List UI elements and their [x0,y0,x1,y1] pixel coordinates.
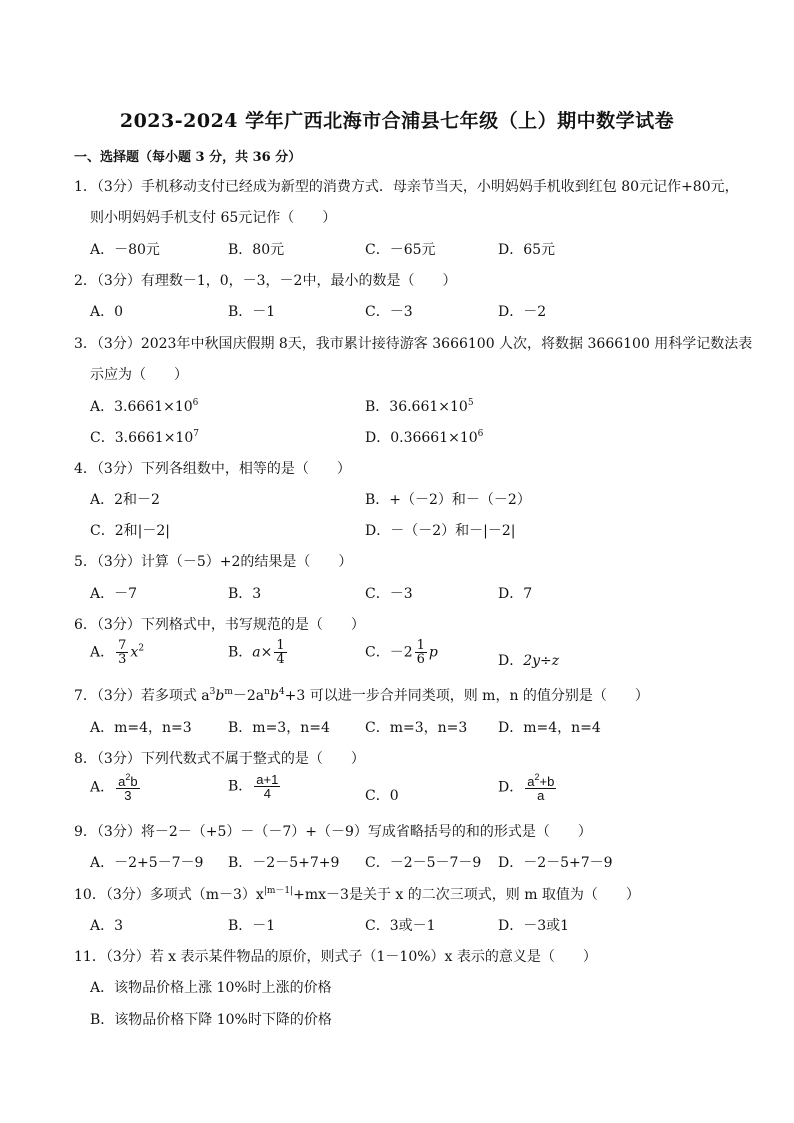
q9-option-b: B．－2－5+7+9 [228,855,340,871]
page-title: 2023-2024 学年广西北海市合浦县七年级（上）期中数学试卷 [119,110,675,132]
q1-option-d: D．65元 [498,242,556,258]
question-5-text: 5．（3分）计算（－5）+2的结果是（ ） [74,554,353,570]
q5-option-c: C．－3 [365,586,413,602]
q10-option-b: B．－1 [228,918,276,934]
question-8-text: 8．（3分）下列代数式不属于整式的是（ ） [74,751,365,767]
q3-option-c: C．$3.6661\times 10^7$ [90,429,199,446]
q4-option-d: D．－（－2）和－|－2| [365,523,516,539]
q7-option-a: A．m=4，n=3 [90,720,192,736]
q2-option-c: C．－3 [365,304,413,320]
q6-option-a: A． $\frac{7}{3}$ $x^2$ [90,638,145,667]
q1-option-b: B．80元 [228,242,285,258]
section-heading: 一、选择题（每小题 3 分，共 36 分） [74,150,302,165]
q9-option-d: D．－2－5+7－9 [498,855,613,871]
question-2-text: 2．（3分）有理数－1，0，－3，－2中，最小的数是（ ） [74,273,457,289]
q8-option-d: D． $\frac{a^2+b}{a}$ [498,772,555,803]
q8-option-b: B． $\frac{a+1}{4}$ [228,772,279,801]
question-10-text: 10．（3分）多项式$(m-3)x^{|m-1|}+mx-3$是关于 x 的二次三项式，则 m 取值为（ ） [74,886,640,903]
q4-option-c: C．2和|－2| [90,523,170,539]
q6-option-d: D．2y÷z [498,653,560,669]
q10-option-d: D．－3或1 [498,918,570,934]
q11-option-b: B．该物品价格下降 10%时下降的价格 [90,1012,332,1028]
q10-option-c: C．3或－1 [365,918,436,934]
question-7-text: 7．（3分）若多项式 $a^3b^m-2a^nb^4+3$ 可以进一步合并同类项，则 m，n 的值分别是（ ） [74,687,649,704]
q1-option-a: A．－80元 [90,242,160,258]
question-1-text-cont: 则小明妈妈手机支付 65元记作（ ） [90,210,337,226]
q5-option-a: A．－7 [90,586,138,602]
question-3-text: 3．（3分）2023年中秋国庆假期 8天，我市累计接待游客 3666100 人次，将数据 3666100 用科学记数法表 [74,336,753,352]
question-9-text: 9．（3分）将－2－（+5）－（－7）+（－9）写成省略括号的和的形式是（ ） [74,824,592,840]
q5-option-b: B．3 [228,586,262,602]
q6-option-b: B．a× $\frac{1}{4}$ [228,638,285,667]
q7-option-d: D．m=4，n=4 [498,720,601,736]
q4-option-a: A．2和－2 [90,492,160,508]
q1-option-c: C．－65元 [365,242,436,258]
q3-option-b: B．$36.661\times 10^5$ [365,398,474,415]
q6-option-c: C．－2 $\frac{1}{6}$ p [365,638,438,667]
question-1-text: 1．（3分）手机移动支付已经成为新型的消费方式．母亲节当天，小明妈妈手机收到红包 80元记作+80元， [74,179,739,195]
q5-option-d: D．7 [498,586,533,602]
q2-option-d: D．－2 [498,304,547,320]
q9-option-a: A．－2+5－7－9 [90,855,204,871]
q7-option-b: B．m=3，n=4 [228,720,330,736]
q8-option-c: C．0 [365,788,399,804]
q2-option-b: B．－1 [228,304,276,320]
q9-option-c: C．－2－5－7－9 [365,855,482,871]
q2-option-a: A．0 [90,304,124,320]
q11-option-a: A．该物品价格上涨 10%时上涨的价格 [90,980,332,996]
q3-option-a: A．$3.6661\times 10^6$ [90,398,199,415]
question-4-text: 4．（3分）下列各组数中，相等的是（ ） [74,461,351,477]
q10-option-a: A．3 [90,918,124,934]
q3-option-d: D．$0.36661\times 10^6$ [365,429,484,446]
q8-option-a: A． $\frac{a^2b}{3}$ [90,772,138,803]
q4-option-b: B．+（－2）和－（－2） [365,492,531,508]
question-3-text-cont: 示应为（ ） [90,367,188,383]
q7-option-c: C．m=3，n=3 [365,720,468,736]
question-6-text: 6．（3分）下列格式中，书写规范的是（ ） [74,617,365,633]
question-11-text: 11．（3分）若 x 表示某件物品的原价，则式子（1－10%）x 表示的意义是（ ） [74,949,597,965]
